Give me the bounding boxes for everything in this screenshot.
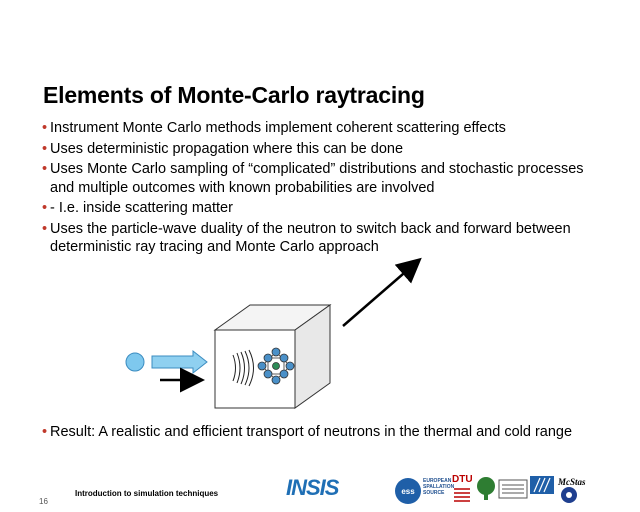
bullet-marker: • <box>42 140 48 157</box>
scattering-cube <box>215 305 330 408</box>
bullet-marker: • <box>42 161 48 177</box>
dtu-mark-icon <box>452 486 472 506</box>
bullet-item: • Instrument Monte Carlo methods implement coherent scattering effects <box>42 120 506 136</box>
bullet-marker: • <box>42 200 48 216</box>
svg-text:ess: ess <box>401 487 415 496</box>
footer-title: Introduction to simulation techniques <box>75 489 219 498</box>
incoming-wave-arrow <box>152 351 207 373</box>
neutrons-for-science-icon <box>528 474 556 502</box>
bullet-marker: • <box>42 120 48 136</box>
bullet-marker: • <box>42 220 48 237</box>
ess-logo-text: EUROPEAN SPALLATION SOURCE <box>423 478 455 496</box>
result-bullet: • Result: A realistic and efficient transport of neutrons in the thermal and cold range <box>42 424 573 440</box>
university-seal-icon <box>474 474 498 502</box>
bullet-item: • Uses Monte Carlo sampling of “complicated” distributions and stochastic processes and multiple outcomes with known probabilities are involved <box>42 161 584 196</box>
page-number: 16 <box>39 497 48 506</box>
institute-logo-icon <box>498 476 528 502</box>
insis-logo: INSIS <box>286 475 339 500</box>
ess-logo-icon <box>394 477 422 505</box>
neutron-particle <box>126 353 144 371</box>
mcstas-icon <box>560 486 578 504</box>
bullet-marker: • <box>42 424 48 440</box>
outgoing-ray-arrow <box>343 261 418 326</box>
slide-title: Elements of Monte-Carlo raytracing <box>43 82 425 108</box>
dtu-logo: DTU <box>452 474 473 485</box>
bullet-item: • - I.e. inside scattering matter <box>42 200 233 216</box>
bullet-item: • Uses deterministic propagation where this can be done <box>42 140 404 157</box>
mcstas-logo: McStas <box>558 477 586 487</box>
bullet-item: • Uses the particle-wave duality of the neutron to switch back and forward between deterministic ray tracing and Monte Carlo approach <box>42 220 571 255</box>
